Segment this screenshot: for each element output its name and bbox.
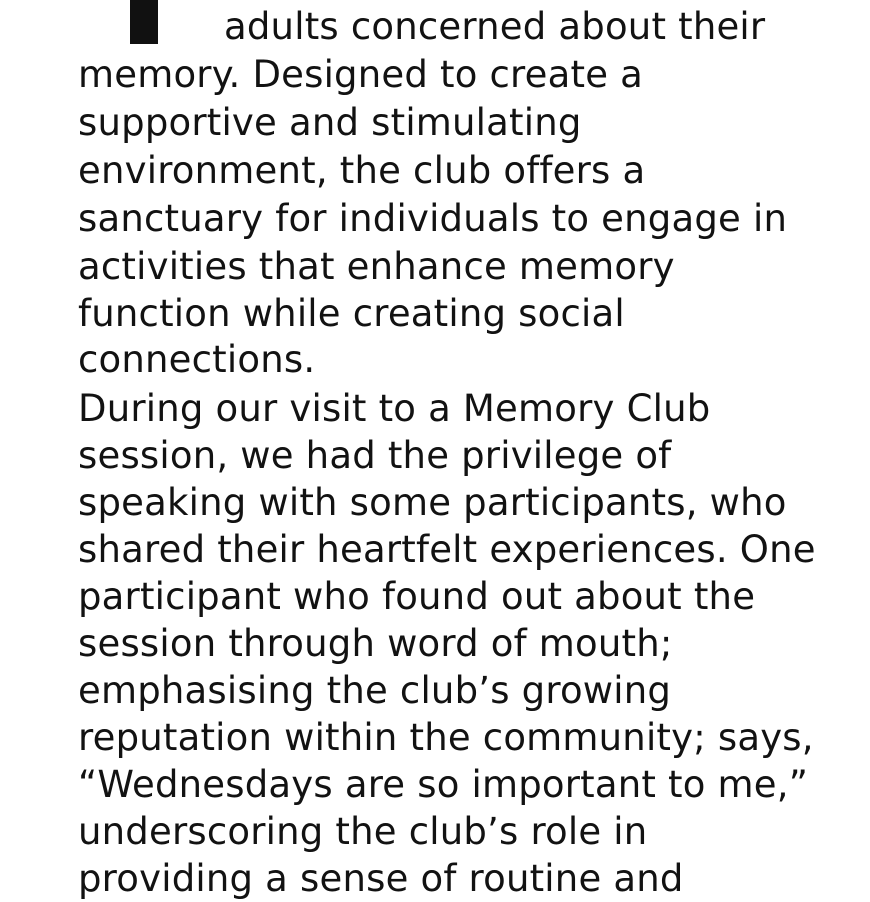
article-line: emphasising the club’s growing	[78, 669, 672, 712]
article-line: connections.	[78, 338, 316, 381]
article-line: environment, the club offers a	[78, 149, 646, 192]
article-line: adults concerned about their	[224, 5, 766, 48]
article-line: providing a sense of routine and	[78, 857, 684, 900]
article-line: “Wednesdays are so important to me,”	[78, 763, 809, 806]
article-line: During our visit to a Memory Club	[78, 387, 711, 430]
article-line: supportive and stimulating	[78, 101, 582, 144]
article-line: session, we had the privilege of	[78, 434, 672, 477]
article-line: reputation within the community; says,	[78, 716, 814, 759]
article-line: session through word of mouth;	[78, 622, 673, 665]
article-line: memory. Designed to create a	[78, 53, 643, 96]
article-line: function while creating social	[78, 292, 625, 335]
drop-cap-letter	[130, 0, 158, 44]
article-line: underscoring the club’s role in	[78, 810, 648, 853]
article-line: shared their heartfelt experiences. One	[78, 528, 816, 571]
article-line: participant who found out about the	[78, 575, 756, 618]
article-line: activities that enhance memory	[78, 245, 675, 288]
article-line: sanctuary for individuals to engage in	[78, 197, 788, 240]
article-line: speaking with some participants, who	[78, 481, 787, 524]
